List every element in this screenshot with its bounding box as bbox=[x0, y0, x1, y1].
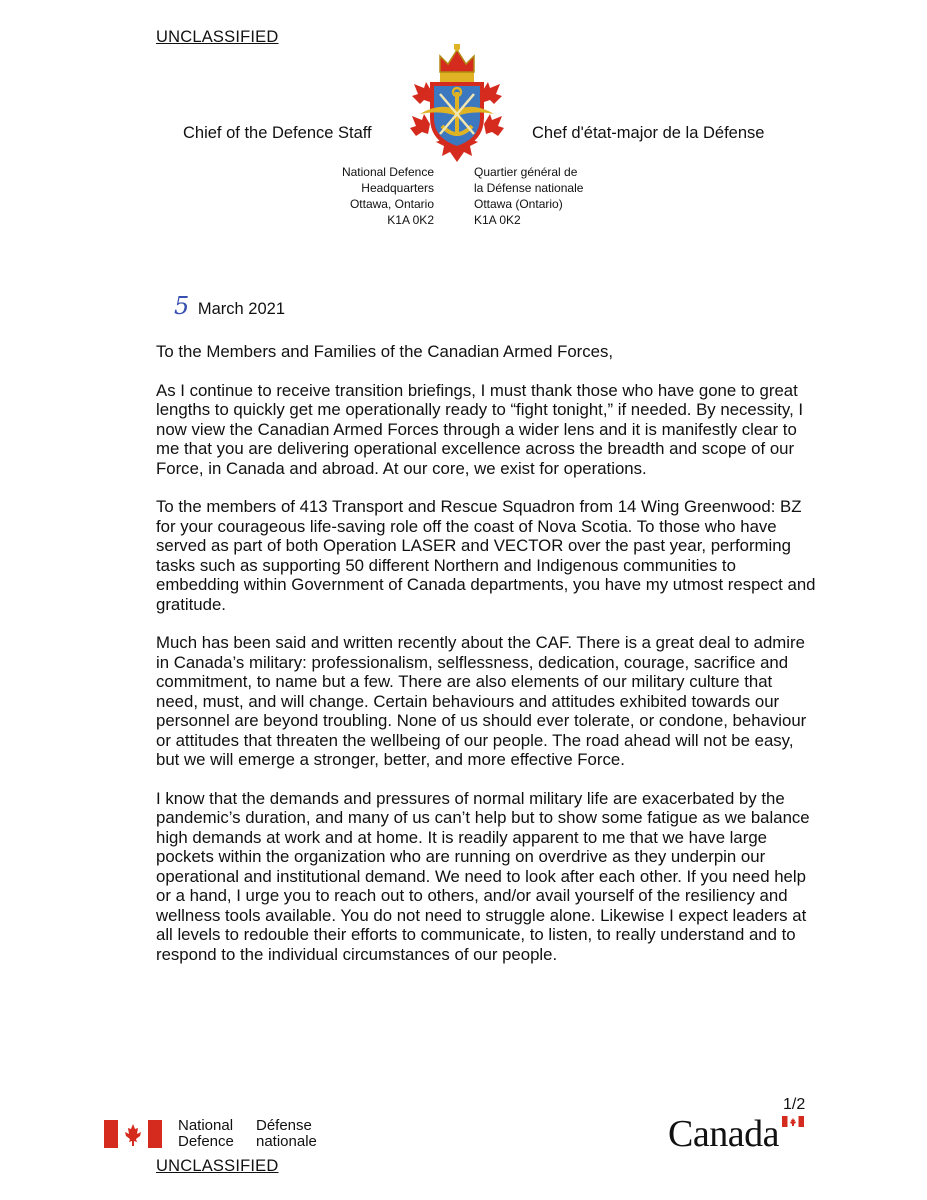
paragraph-2: To the members of 413 Transport and Rescue Squadron from 14 Wing Greenwood: BZ for your courageous life-saving role off the coast of Nova Scotia. To those who have served as part of both Operation LASER and VECTOR over the past year, performing tasks such as supporting 50 different Northern and Indigenous communities to embedding within Government of Canada departments, you have my utmost respect and gratitude. bbox=[156, 497, 816, 614]
date-day-handwritten: 5 bbox=[174, 292, 190, 320]
address-line: la Défense nationale bbox=[474, 181, 584, 195]
dept-name-french bbox=[256, 1118, 317, 1150]
classification-bottom: UNCLASSIFIED bbox=[156, 1157, 279, 1175]
cds-crest bbox=[410, 44, 504, 162]
paragraph-1: As I continue to receive transition briefings, I must thank those who have gone to great lengths to quickly get me operationally ready to “fight tonight,” if needed. By necessity, I now view the Canadian Armed Forces through a wider lens and it is manifestly clear to me that you are delivering operational excellence across the breadth and scope of our Force, in Canada and abroad. At our core, we exist for operations. bbox=[156, 380, 804, 478]
letter-date bbox=[174, 292, 285, 320]
page-number: 1/2 bbox=[783, 1096, 806, 1113]
address-line: National Defence bbox=[341, 165, 434, 179]
address-line: K1A 0K2 bbox=[474, 213, 521, 227]
address-line: K1A 0K2 bbox=[387, 213, 434, 227]
address-line: Quartier général de bbox=[474, 165, 578, 179]
dept-en-line: Defence bbox=[178, 1133, 234, 1150]
dept-en-line: National bbox=[178, 1117, 234, 1134]
title-english: Chief of the Defence Staff bbox=[183, 124, 372, 142]
address-line: Headquarters bbox=[361, 181, 434, 195]
date-month-year: March 2021 bbox=[197, 300, 286, 318]
canada-flag-icon bbox=[104, 1120, 162, 1148]
address-line: Ottawa, Ontario bbox=[349, 197, 434, 211]
letter-body bbox=[156, 342, 816, 983]
dept-name-english bbox=[178, 1118, 234, 1150]
address-english bbox=[290, 164, 434, 228]
address-french bbox=[474, 164, 634, 228]
wordmark-text: Canada bbox=[668, 1113, 779, 1155]
dept-fr-line: Défense bbox=[256, 1117, 312, 1134]
classification-top: UNCLASSIFIED bbox=[156, 28, 279, 46]
paragraph-3: Much has been said and written recently about the CAF. There is a great deal to admire in Canada’s military: professionalism, selflessness, dedication, courage, sacrifice and commitment, to name but a few. There are also elements of our military culture that need, must, and will change. Certain behaviours and attitudes exhibited towards our personnel are beyond troubling. None of us should ever tolerate, or condone, behaviour or attitudes that threaten the wellbeing of our people. The road ahead will not be easy, but we will emerge a stronger, better, and more effective Force. bbox=[156, 633, 807, 769]
paragraph-4: I know that the demands and pressures of normal military life are exacerbated by the pandemic’s duration, and many of us can’t help but to show some fatigue as we balance high demands at work and at home. It is readily apparent to me that we have large pockets within the organization who are running on overdrive as they underpin our operational and institutional demand. We need to look after each other. If you need help or a hand, I urge you to reach out to others, and/or avail yourself of the resiliency and wellness tools available. You do not need to struggle alone. Likewise I expect leaders at all levels to redouble their efforts to communicate, to listen, to really understand and to respond to the individual circumstances of our people. bbox=[156, 788, 810, 964]
address-line: Ottawa (Ontario) bbox=[474, 197, 563, 211]
crest-icon bbox=[410, 44, 504, 162]
wordmark-flag-icon bbox=[782, 1116, 804, 1127]
salutation: To the Members and Families of the Canadian Armed Forces, bbox=[156, 342, 614, 361]
title-french: Chef d'état-major de la Défense bbox=[532, 124, 765, 142]
canada-wordmark bbox=[668, 1112, 808, 1154]
dept-fr-line: nationale bbox=[256, 1133, 317, 1150]
